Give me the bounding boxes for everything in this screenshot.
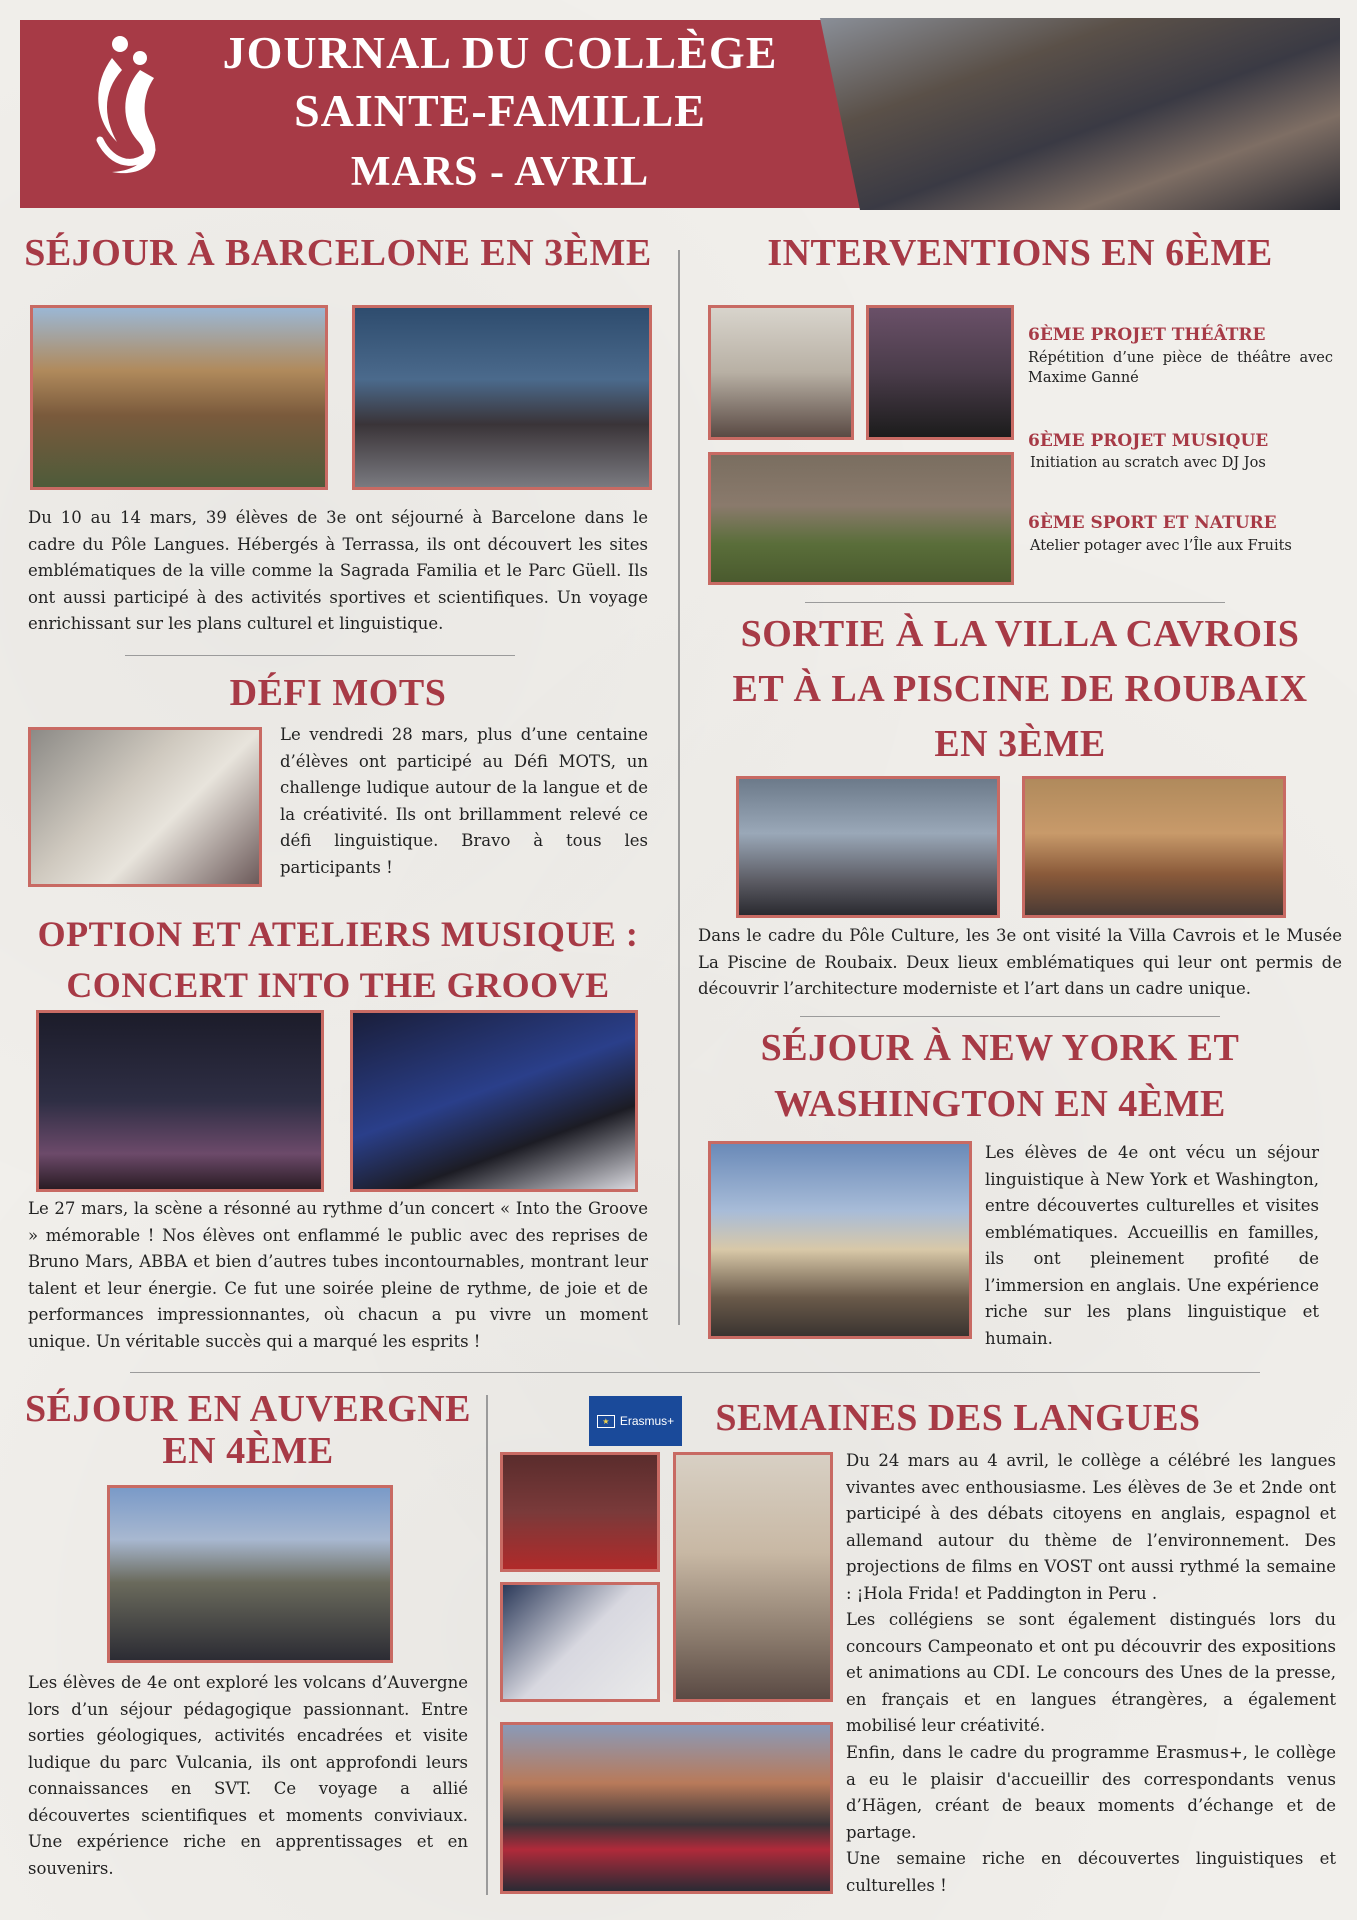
concert-photo-keyboard bbox=[350, 1010, 638, 1192]
barcelone-title: SÉJOUR À BARCELONE EN 3ÈME bbox=[24, 232, 652, 274]
intervention-heading-1: 6ÈME PROJET THÉÂTRE bbox=[1028, 325, 1266, 345]
auvergne-title-line2: EN 4ÈME bbox=[162, 1430, 334, 1472]
musique-text: Le 27 mars, la scène a résonné au rythme d’un concert « Into the Groove » mémorable ! Nos élèves ont enflammé le public avec des reprises de Bruno Mars, ABBA et bien d’autres tubes incontournables, montrant leur talent et leur énergie. Ce fut une soirée pleine de rythme, de joie et de performances impressionnantes, où chacun a pu vivre un moment unique. Un véritable succès qui a marqué les esprits ! bbox=[28, 1199, 648, 1351]
erasmus-badge bbox=[589, 1396, 682, 1446]
auvergne-text: Les élèves de 4e ont exploré les volcans d’Auvergne lors d’un séjour pédagogique passionnant. Entre sorties géologiques, activités encadrées et visite ludique du parc Vulcania, ils ont approfondi leurs connaissances en SVT. Ce voyage a allié découvertes scientifiques et moments conviviaux. Une expérience riche en apprentissages et en souvenirs. bbox=[28, 1673, 468, 1878]
eu-flag-icon: ★ bbox=[597, 1415, 615, 1428]
langues-photo-cinema bbox=[500, 1452, 660, 1572]
concert-photo-band bbox=[36, 1010, 324, 1192]
villa-title-line3: EN 3ÈME bbox=[934, 723, 1106, 765]
intervention-heading-2: 6ÈME PROJET MUSIQUE bbox=[1028, 431, 1269, 451]
defi-text: Le vendredi 28 mars, plus d’une centaine d’élèves ont participé au Défi MOTS, un challenge ludique autour de la langue et de la créativité. Ils ont brillamment relevé ce défi linguistique. Bravo à tous les participants ! bbox=[280, 725, 648, 877]
header-photo bbox=[820, 18, 1340, 210]
header-title-line3: MARS - AVRIL bbox=[350, 149, 650, 195]
langues-text-1: Du 24 mars au 4 avril, le collège a célébré les langues vivantes avec enthousiasme. Les élèves de 3e et 2nde ont participé à des débats citoyens en anglais, espagnol et allemand autour du thème de l’environnement. Des projections de films en VOST ont aussi rythmé la semaine : ¡Hola Frida! et Paddington in Peru . bbox=[846, 1451, 1336, 1603]
barcelone-photo-museum bbox=[352, 305, 652, 490]
langues-photo-classroom bbox=[673, 1452, 833, 1702]
intervention-text-2: Initiation au scratch avec DJ Jos bbox=[1030, 455, 1266, 471]
potager-photo bbox=[708, 452, 1014, 585]
langues-title: SEMAINES DES LANGUES bbox=[715, 1397, 1201, 1439]
interventions-title: INTERVENTIONS EN 6ÈME bbox=[767, 232, 1273, 274]
defi-title: DÉFI MOTS bbox=[229, 672, 447, 714]
barcelone-photo-parc-guell bbox=[30, 305, 328, 490]
divider-interventions bbox=[805, 602, 1225, 603]
musique-dj-photo bbox=[866, 305, 1014, 440]
intervention-text-1: Répétition d’une pièce de théâtre avec Maxime Ganné bbox=[1028, 350, 1333, 386]
barcelone-text: Du 10 au 14 mars, 39 élèves de 3e ont séjourné à Barcelone dans le cadre du Pôle Langues. Hébergés à Terrassa, ils ont découvert les sites emblématiques de la ville comme la Sagrada Familia et le Parc Güell. Ils ont aussi participé à des activités sportives et scientifiques. Un voyage enrichissant sur les plans culturel et linguistique. bbox=[28, 508, 648, 633]
theatre-photo bbox=[708, 305, 854, 440]
newyork-title-line2: WASHINGTON EN 4ÈME bbox=[774, 1083, 1226, 1125]
villa-title-line1: SORTIE À LA VILLA CAVROIS bbox=[740, 613, 1300, 655]
auvergne-photo bbox=[107, 1485, 393, 1663]
section-divider-horizontal bbox=[130, 1372, 1260, 1373]
musique-title-line2: CONCERT INTO THE GROOVE bbox=[66, 965, 610, 1005]
villa-photo-piscine bbox=[736, 776, 1000, 918]
newyork-text: Les élèves de 4e ont vécu un séjour linguistique à New York et Washington, entre découvertes culturelles et visites emblématiques. Accueillis en familles, ils ont pleinement profité de l’immersion en anglais. Une expérience riche sur les plans linguistique et humain. bbox=[985, 1143, 1319, 1348]
defi-photo bbox=[28, 727, 262, 887]
langues-photo-writing bbox=[500, 1582, 660, 1702]
intervention-text-3: Atelier potager avec l’Île aux Fruits bbox=[1030, 538, 1292, 554]
header-title-line1: JOURNAL DU COLLÈGE bbox=[222, 27, 778, 78]
auvergne-title-line1: SÉJOUR EN AUVERGNE bbox=[24, 1388, 472, 1430]
header-title-line2: SAINTE-FAMILLE bbox=[294, 85, 706, 136]
musique-title-line1: OPTION ET ATELIERS MUSIQUE : bbox=[37, 914, 639, 954]
langues-text-3: Enfin, dans le cadre du programme Erasmus+, le collège a eu le plaisir d'accueillir des correspondants venus d’Hägen, créant de beaux moments d’échange et de partage. bbox=[846, 1743, 1336, 1842]
divider-villa bbox=[800, 1016, 1220, 1017]
villa-title-line2: ET À LA PISCINE DE ROUBAIX bbox=[732, 668, 1308, 710]
villa-text: Dans le cadre du Pôle Culture, les 3e ont visité la Villa Cavrois et le Musée La Piscine de Roubaix. Deux lieux emblématiques qui leur ont permis de découvrir l’architecture moderniste et l’art dans un cadre unique. bbox=[698, 926, 1342, 998]
column-divider-bottom bbox=[486, 1395, 488, 1895]
langues-text-2: Les collégiens se sont également distingués lors du concours Campeonato et ont pu découvrir des expositions et animations au CDI. Le concours des Unes de la presse, en français et en langues étrangères, a également mobilisé leur créativité. bbox=[846, 1610, 1336, 1735]
intervention-heading-3: 6ÈME SPORT ET NATURE bbox=[1028, 513, 1277, 533]
college-logo-icon bbox=[82, 30, 172, 180]
column-divider-top bbox=[678, 250, 680, 1325]
langues-photo-flag-group bbox=[500, 1722, 833, 1894]
erasmus-badge-label: Erasmus+ bbox=[619, 1414, 675, 1428]
langues-text-4: Une semaine riche en découvertes linguistiques et culturelles ! bbox=[846, 1849, 1336, 1895]
divider-barcelone bbox=[125, 655, 515, 656]
villa-photo-group bbox=[1022, 776, 1286, 918]
newyork-title-line1: SÉJOUR À NEW YORK ET bbox=[760, 1027, 1240, 1069]
washington-photo bbox=[708, 1141, 972, 1339]
